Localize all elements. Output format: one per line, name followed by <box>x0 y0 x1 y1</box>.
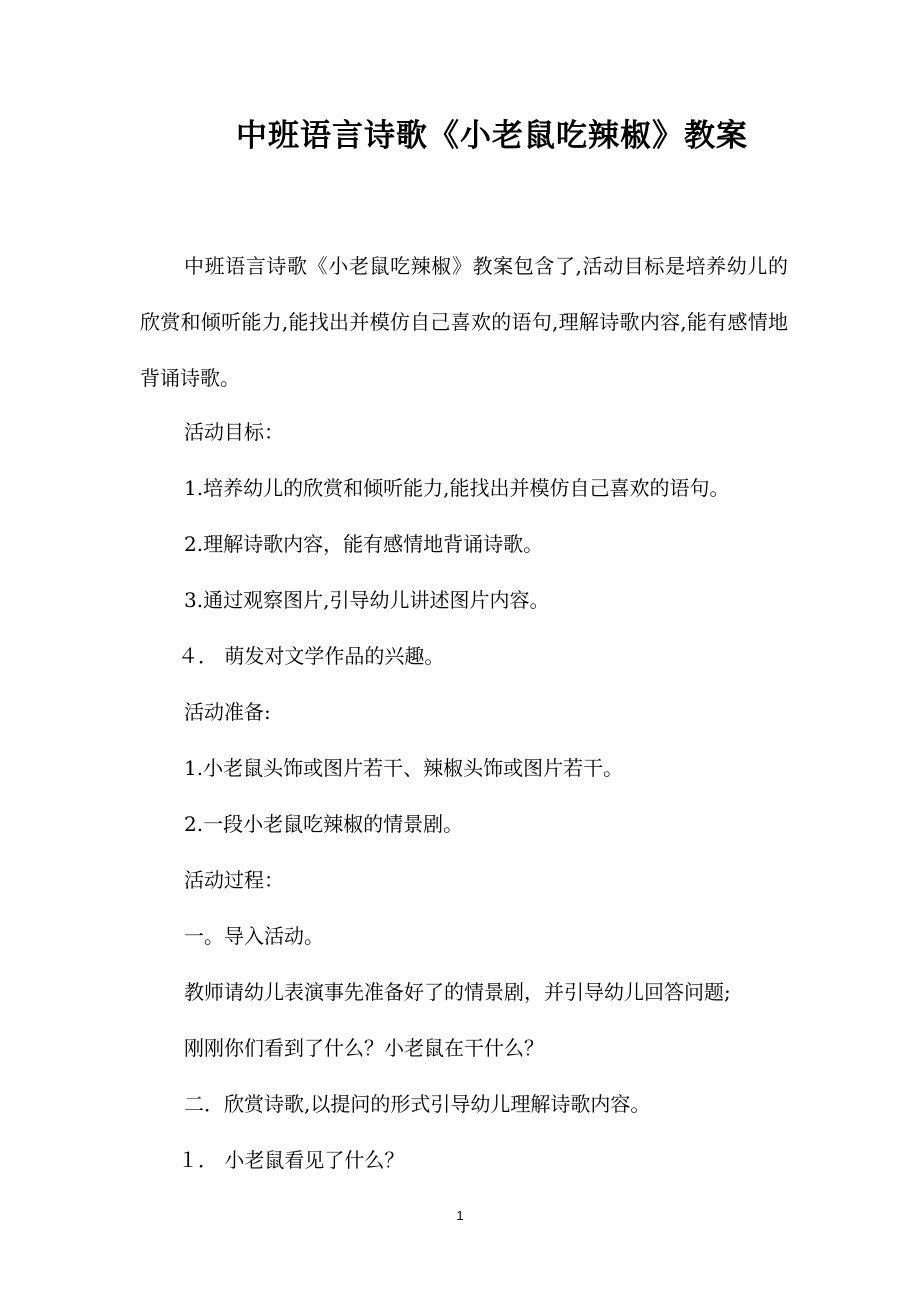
preparation-item-1: 1.小老鼠头饰或图片若干、辣椒头饰或图片若干。 <box>184 756 624 780</box>
process-step-2-question-1: １． 小老鼠看见了什么？ <box>178 1148 405 1172</box>
process-step-1: 一。导入活动。 <box>184 924 324 948</box>
process-step-1-question: 刚刚你们看到了什么？小老鼠在干什么？ <box>184 1036 544 1060</box>
intro-paragraph: 中班语言诗歌《小老鼠吃辣椒》教案包含了,活动目标是培养幼儿的欣赏和倾听能力,能找出并模仿自己喜欢的语句,理解诗歌内容,能有感情地背诵诗歌。 <box>140 254 788 390</box>
goal-item-3: 3.通过观察图片,引导幼儿讲述图片内容。 <box>184 588 550 612</box>
goal-item-4: ４． 萌发对文学作品的兴趣。 <box>178 644 445 668</box>
preparation-item-2: 2.一段小老鼠吃辣椒的情景剧。 <box>184 812 464 836</box>
document-title: 中班语言诗歌《小老鼠吃辣椒》教案 <box>236 118 748 154</box>
process-step-2: 二．欣赏诗歌,以提问的形式引导幼儿理解诗歌内容。 <box>184 1092 651 1116</box>
goal-item-1: 1.培养幼儿的欣赏和倾听能力,能找出并模仿自己喜欢的语句。 <box>184 476 730 500</box>
section-heading-goals: 活动目标： <box>184 420 284 444</box>
section-heading-process: 活动过程： <box>184 868 284 892</box>
process-step-1-detail: 教师请幼儿表演事先准备好了的情景剧，并引导幼儿回答问题; <box>184 980 731 1004</box>
page-number: 1 <box>456 1208 464 1223</box>
goal-item-2: 2.理解诗歌内容，能有感情地背诵诗歌。 <box>184 532 544 556</box>
section-heading-preparation: 活动准备: <box>184 700 271 724</box>
